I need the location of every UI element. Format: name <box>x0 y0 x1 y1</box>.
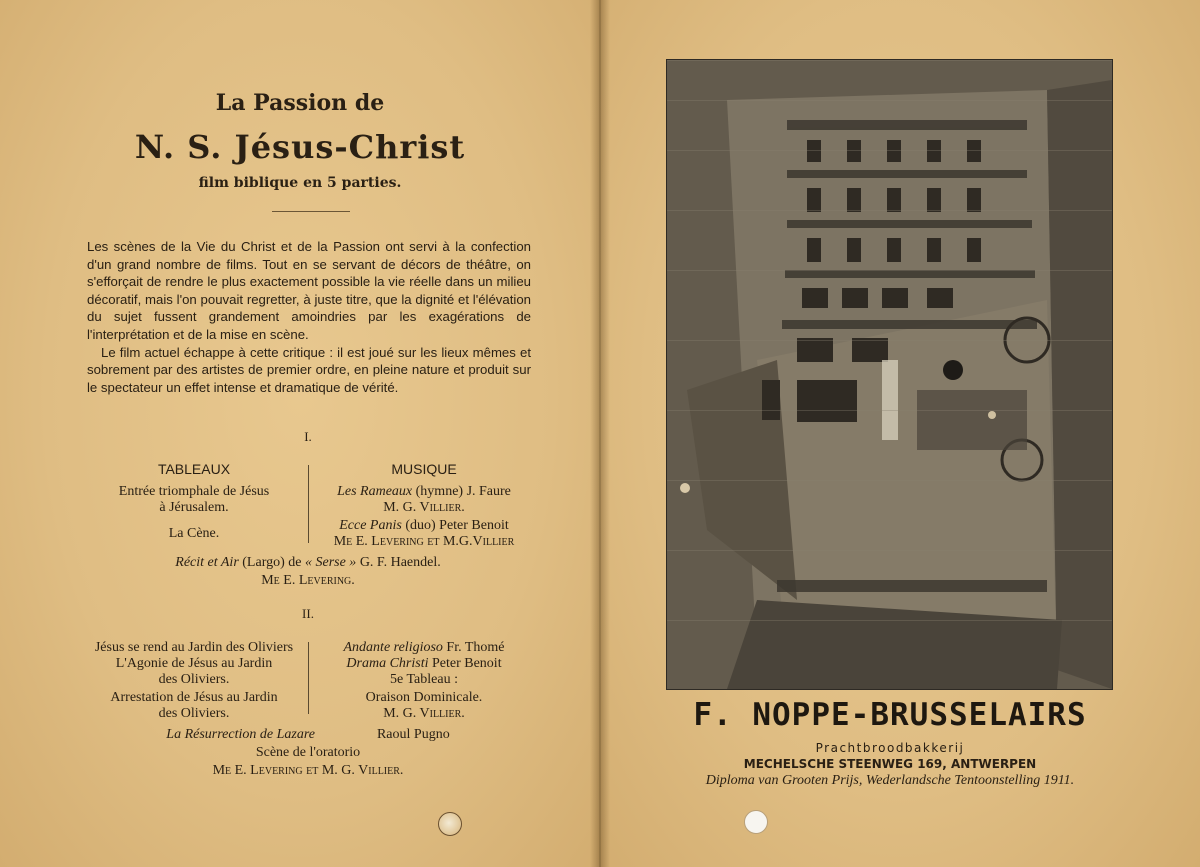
intro-paragraph-1: Les scènes de la Vie du Christ et de la Passion ont servi à la confection d'un grand nombre de films. Tout en se servant de décors de théâtre, on s'efforçait de rendre le plus exactement possible la vie réelle dans un milieu décoratif, mais l'on pouvait regretter, à juste titre, que la dignité et l'élévation du sujet fussent grandement amoindries par les exagérations de l'interprétation et de la mise en scène. <box>87 239 531 342</box>
recit-performer: Me E. Levering. <box>261 573 355 588</box>
tableau-item: Arrestation de Jésus au Jardin <box>110 690 278 705</box>
part-2-divider <box>308 642 309 714</box>
musique-title: Ecce Panis <box>339 518 402 533</box>
musique-performer: M. G. Villier. <box>383 706 465 721</box>
intro-text <box>87 238 531 396</box>
musique-header: MUSIQUE <box>391 461 457 477</box>
part-2-musique <box>312 640 536 722</box>
lazare-performer: Me E. Levering et M. G. Villier. <box>212 763 404 778</box>
part-1-tableaux <box>86 461 302 542</box>
musique-item <box>312 656 536 672</box>
intro-paragraph-2: Le film actuel échappe à cette critique : il est joué sur les lieux mêmes et sobrement par des artistes de premier ordre, en pleine nature et produit sur le spectateur un effet intense et dramatique de vérité. <box>87 344 531 395</box>
tableau-item: des Oliviers. <box>158 706 230 721</box>
musique-composer: Peter Benoit <box>428 656 502 671</box>
part-1-musique <box>312 461 536 550</box>
bakery-name: F. NOPPE-BRUSSELAIRS <box>693 697 1087 733</box>
building-illustration <box>667 60 1112 689</box>
binding-hole-left <box>438 812 462 836</box>
part-2-tableaux <box>86 640 302 722</box>
recit-line <box>0 555 616 571</box>
recit-mid: (Largo) de <box>238 555 305 570</box>
lazare-title: La Résurrection de Lazare <box>166 727 315 742</box>
bakery-diploma: Diploma van Grooten Prijs, Wederlandsche Tentoonstelling 1911. <box>705 773 1075 788</box>
recit-composer: G. F. Haendel. <box>356 555 441 570</box>
part-1-numeral: I. <box>304 429 312 444</box>
binding-hole-right <box>744 810 768 834</box>
musique-composer: Fr. Thomé <box>442 640 505 655</box>
tableau-item: La Cène. <box>168 526 220 541</box>
musique-composer: (duo) Peter Benoit <box>401 518 509 533</box>
lazare-line <box>0 727 616 743</box>
bakery-subtitle: Prachtbroodbakkerij <box>815 741 965 755</box>
title-line-1: La Passion de <box>215 90 385 116</box>
musique-item <box>312 518 536 534</box>
musique-title: Les Rameaux <box>337 484 413 499</box>
musique-title: Drama Christi <box>346 656 429 671</box>
musique-performer: Me E. Levering et M.G.Villier <box>333 534 515 549</box>
tableau-item: des Oliviers. <box>158 672 230 687</box>
musique-item: Oraison Dominicale. <box>365 690 483 705</box>
musique-item <box>312 640 536 656</box>
musique-subtitle: 5e Tableau : <box>390 672 458 687</box>
tableau-item: Jésus se rend au Jardin des Oliviers <box>94 640 294 655</box>
bakery-address: MECHELSCHE STEENWEG 169, ANTWERPEN <box>743 757 1037 771</box>
lazare-subtitle: Scène de l'oratorio <box>255 745 361 760</box>
tableau-item: Entrée triomphale de Jésus <box>118 484 270 499</box>
lazare-composer: Raoul Pugno <box>376 727 450 742</box>
bakery-building-photo <box>666 59 1113 690</box>
musique-item <box>312 484 536 500</box>
musique-composer: (hymne) J. Faure <box>412 484 511 499</box>
title-line-3: film biblique en 5 parties. <box>198 175 402 191</box>
part-1-divider <box>308 465 309 543</box>
musique-performer: M. G. Villier. <box>383 500 465 515</box>
tableau-item: à Jérusalem. <box>159 500 229 515</box>
part-2-numeral: II. <box>302 606 314 621</box>
tableaux-header: TABLEAUX <box>157 461 231 477</box>
recit-title: Récit et Air <box>175 555 239 570</box>
tableau-item: L'Agonie de Jésus au Jardin <box>115 656 273 671</box>
title-rule <box>272 211 350 212</box>
title-line-2: N. S. Jésus-Christ <box>134 128 466 166</box>
recit-work: « Serse » <box>304 555 357 570</box>
musique-title: Andante religioso <box>343 640 443 655</box>
